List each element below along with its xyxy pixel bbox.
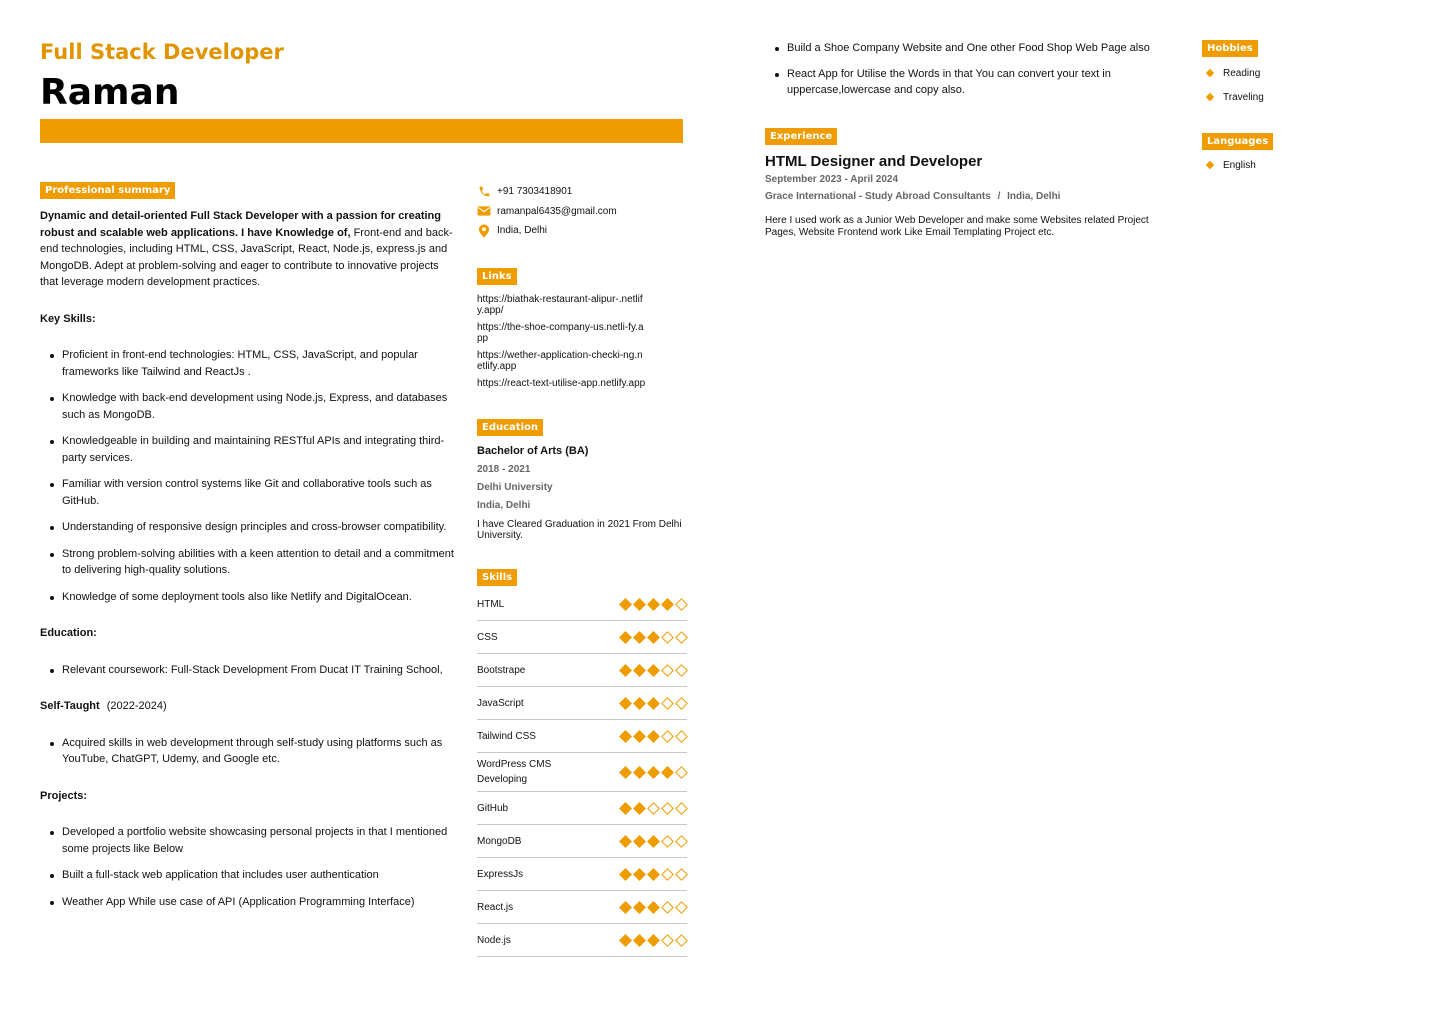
skill-rating	[620, 903, 687, 912]
list-item: Proficient in front-end technologies: HTML, CSS, JavaScript, and popular frameworks like Tailwind and ReactJs .	[40, 347, 455, 380]
location-pin-icon	[477, 224, 491, 238]
filled-diamond-icon	[647, 766, 660, 779]
summary-column	[40, 182, 455, 920]
skills-list	[477, 588, 687, 957]
list-item	[1202, 85, 1402, 109]
contact-phone	[477, 182, 687, 202]
list-item: React App for Utilise the Words in that You can convert your text in uppercase,lowercase and copy also.	[765, 66, 1175, 98]
empty-diamond-icon	[675, 664, 688, 677]
skill-rating	[620, 633, 687, 642]
filled-diamond-icon	[619, 664, 632, 677]
skill-row	[477, 792, 687, 825]
phone-icon	[477, 185, 491, 199]
list-item: Developed a portfolio website showcasing personal projects in that I mentioned some projects like Below	[40, 824, 455, 857]
header-accent-bar	[40, 119, 683, 143]
empty-diamond-icon	[675, 802, 688, 815]
filled-diamond-icon	[633, 697, 646, 710]
skill-rating	[620, 600, 687, 609]
skill-row	[477, 687, 687, 720]
diamond-bullet-icon	[1206, 93, 1214, 101]
links-label: Links	[477, 268, 517, 285]
experience-dates: September 2023 - April 2024	[765, 174, 899, 185]
page-two-side	[1202, 40, 1402, 177]
list-item: Build a Shoe Company Website and One other Food Shop Web Page also	[765, 40, 1175, 56]
list-item: Knowledgeable in building and maintaining RESTful APIs and integrating third-party services.	[40, 433, 455, 466]
filled-diamond-icon	[633, 901, 646, 914]
key-skills-heading: Key Skills:	[40, 312, 96, 325]
education-years: 2018 - 2021	[477, 464, 531, 475]
empty-diamond-icon	[661, 664, 674, 677]
skill-row	[477, 720, 687, 753]
education-label: Education	[477, 419, 543, 436]
contact-email	[477, 202, 687, 222]
skill-rating	[620, 804, 687, 813]
filled-diamond-icon	[647, 631, 660, 644]
self-taught-list	[40, 735, 455, 768]
education-list	[40, 662, 455, 679]
project-link[interactable]: https://biathak-restaurant-alipur-.netlify.app/	[477, 293, 643, 316]
summary-text	[40, 208, 455, 291]
hobbies-list	[1202, 61, 1402, 109]
project-link[interactable]: https://the-shoe-company-us.netli-fy.app	[477, 321, 644, 344]
experience-company-line	[765, 189, 1175, 205]
list-item: Knowledge with back-end development using Node.js, Express, and databases such as MongoDB.	[40, 390, 455, 423]
filled-diamond-icon	[619, 934, 632, 947]
experience-title: HTML Designer and Developer	[765, 153, 983, 170]
experience-location: India, Delhi	[1007, 191, 1061, 202]
hobby-text: Reading	[1223, 67, 1261, 79]
list-item: Acquired skills in web development through self-study using platforms such as YouTube, ChatGPT, Udemy, and Google etc.	[40, 735, 455, 768]
empty-diamond-icon	[661, 901, 674, 914]
filled-diamond-icon	[647, 598, 660, 611]
skill-rating	[620, 666, 687, 675]
skills-label: Skills	[477, 569, 517, 586]
professional-summary-label: Professional summary	[40, 182, 175, 199]
empty-diamond-icon	[675, 766, 688, 779]
list-item: Built a full-stack web application that includes user authentication	[40, 867, 455, 884]
filled-diamond-icon	[633, 631, 646, 644]
list-item: Weather App While use case of API (Application Programming Interface)	[40, 894, 455, 911]
skill-rating	[620, 837, 687, 846]
education-description: I have Cleared Graduation in 2021 From Delhi University.	[477, 519, 682, 541]
filled-diamond-icon	[619, 835, 632, 848]
hobby-text: Traveling	[1223, 91, 1264, 103]
skill-rating	[620, 936, 687, 945]
skill-name: WordPress CMS Developing	[477, 759, 552, 785]
skill-name: HTML	[477, 598, 505, 610]
skill-row	[477, 891, 687, 924]
skill-rating	[620, 732, 687, 741]
filled-diamond-icon	[619, 697, 632, 710]
empty-diamond-icon	[661, 802, 674, 815]
empty-diamond-icon	[675, 901, 688, 914]
empty-diamond-icon	[661, 631, 674, 644]
projects-list	[40, 824, 455, 910]
self-taught-heading	[40, 698, 455, 715]
project-link[interactable]: https://react-text-utilise-app.netlify.app	[477, 377, 646, 389]
filled-diamond-icon	[619, 631, 632, 644]
key-skills-list	[40, 347, 455, 605]
filled-diamond-icon	[633, 598, 646, 611]
page-two-main	[765, 40, 1175, 239]
filled-diamond-icon	[619, 868, 632, 881]
skill-name: CSS	[477, 631, 498, 643]
degree-title: Bachelor of Arts (BA)	[477, 445, 589, 457]
filled-diamond-icon	[619, 598, 632, 611]
skill-name: GitHub	[477, 802, 509, 814]
empty-diamond-icon	[661, 730, 674, 743]
filled-diamond-icon	[647, 934, 660, 947]
list-item: Strong problem-solving abilities with a keen attention to detail and a commitment to delivering high-quality solutions.	[40, 546, 455, 579]
side-column	[477, 182, 687, 957]
skill-name: React.js	[477, 901, 514, 913]
education-location: India, Delhi	[477, 500, 531, 511]
hobbies-label: Hobbies	[1202, 40, 1258, 57]
skill-rating	[620, 870, 687, 879]
filled-diamond-icon	[633, 802, 646, 815]
empty-diamond-icon	[675, 868, 688, 881]
education-school: Delhi University	[477, 482, 553, 493]
email-text: ramanpal6435@gmail.com	[497, 205, 617, 217]
diamond-bullet-icon	[1206, 161, 1214, 169]
education-heading: Education:	[40, 627, 97, 639]
self-taught-years: (2022-2024)	[106, 700, 167, 712]
projects-list-continued	[765, 40, 1175, 98]
empty-diamond-icon	[675, 697, 688, 710]
filled-diamond-icon	[647, 664, 660, 677]
filled-diamond-icon	[633, 868, 646, 881]
languages-list	[1202, 153, 1402, 177]
summary-intro-bold: Dynamic and detail-oriented Full Stack Developer with a passion for creating robust and scalable web applications. I have Knowledge of,	[40, 210, 441, 239]
self-taught-title: Self-Taught	[40, 700, 100, 712]
skill-name: Node.js	[477, 934, 511, 946]
list-item	[1202, 153, 1402, 177]
skill-name: MongoDB	[477, 835, 522, 847]
envelope-icon	[477, 204, 491, 218]
list-item: Understanding of responsive design principles and cross-browser compatibility.	[40, 519, 455, 536]
location-text: India, Delhi	[497, 225, 548, 237]
filled-diamond-icon	[647, 835, 660, 848]
summary-intro-rest: Front-end and back-end technologies, including HTML, CSS, JavaScript, React, Node.js, express.js and MongoDB. Adept at problem-solving and eager to contribute to innovative projects that leverage modern development practices.	[40, 226, 453, 288]
skill-rating	[620, 768, 687, 777]
job-title: Full Stack Developer	[40, 40, 284, 64]
list-item: Knowledge of some deployment tools also like Netlify and DigitalOcean.	[40, 589, 455, 606]
empty-diamond-icon	[661, 697, 674, 710]
empty-diamond-icon	[675, 835, 688, 848]
empty-diamond-icon	[661, 835, 674, 848]
list-item: Relevant coursework: Full-Stack Development From Ducat IT Training School,	[40, 662, 455, 679]
experience-description: Here I used work as a Junior Web Developer and make some Websites related Project Pages, Website Frontend work Like Email Templating Project etc.	[765, 215, 1149, 238]
experience-label: Experience	[765, 128, 837, 145]
filled-diamond-icon	[647, 868, 660, 881]
filled-diamond-icon	[661, 598, 674, 611]
empty-diamond-icon	[675, 631, 688, 644]
skill-row	[477, 621, 687, 654]
experience-company: Grace International - Study Abroad Consultants	[765, 191, 991, 202]
diamond-bullet-icon	[1206, 69, 1214, 77]
filled-diamond-icon	[619, 766, 632, 779]
contact-location	[477, 221, 687, 241]
filled-diamond-icon	[633, 934, 646, 947]
language-text: English	[1223, 159, 1256, 171]
phone-text: +91 7303418901	[497, 186, 573, 198]
empty-diamond-icon	[661, 868, 674, 881]
list-item: Familiar with version control systems like Git and collaborative tools such as GitHub.	[40, 476, 455, 509]
empty-diamond-icon	[661, 934, 674, 947]
filled-diamond-icon	[619, 802, 632, 815]
skill-row	[477, 753, 687, 792]
skill-row	[477, 858, 687, 891]
projects-heading: Projects:	[40, 789, 88, 802]
filled-diamond-icon	[633, 730, 646, 743]
skill-name: JavaScript	[477, 697, 524, 709]
filled-diamond-icon	[619, 901, 632, 914]
skill-row	[477, 654, 687, 687]
experience-separator: /	[997, 191, 1001, 202]
candidate-name: Raman	[40, 72, 180, 113]
skill-row	[477, 924, 687, 957]
project-link[interactable]: https://wether-application-checki-ng.netlify.app	[477, 349, 643, 372]
skill-row	[477, 588, 687, 621]
filled-diamond-icon	[661, 766, 674, 779]
empty-diamond-icon	[675, 730, 688, 743]
skill-name: ExpressJs	[477, 868, 524, 880]
filled-diamond-icon	[633, 664, 646, 677]
empty-diamond-icon	[675, 934, 688, 947]
skill-name: Tailwind CSS	[477, 730, 536, 742]
filled-diamond-icon	[647, 730, 660, 743]
skill-row	[477, 825, 687, 858]
skill-rating	[620, 699, 687, 708]
filled-diamond-icon	[633, 766, 646, 779]
filled-diamond-icon	[647, 901, 660, 914]
filled-diamond-icon	[633, 835, 646, 848]
filled-diamond-icon	[619, 730, 632, 743]
filled-diamond-icon	[647, 697, 660, 710]
languages-label: Languages	[1202, 133, 1273, 150]
empty-diamond-icon	[647, 802, 660, 815]
list-item	[1202, 61, 1402, 85]
skill-name: Bootstrape	[477, 664, 526, 676]
empty-diamond-icon	[675, 598, 688, 611]
